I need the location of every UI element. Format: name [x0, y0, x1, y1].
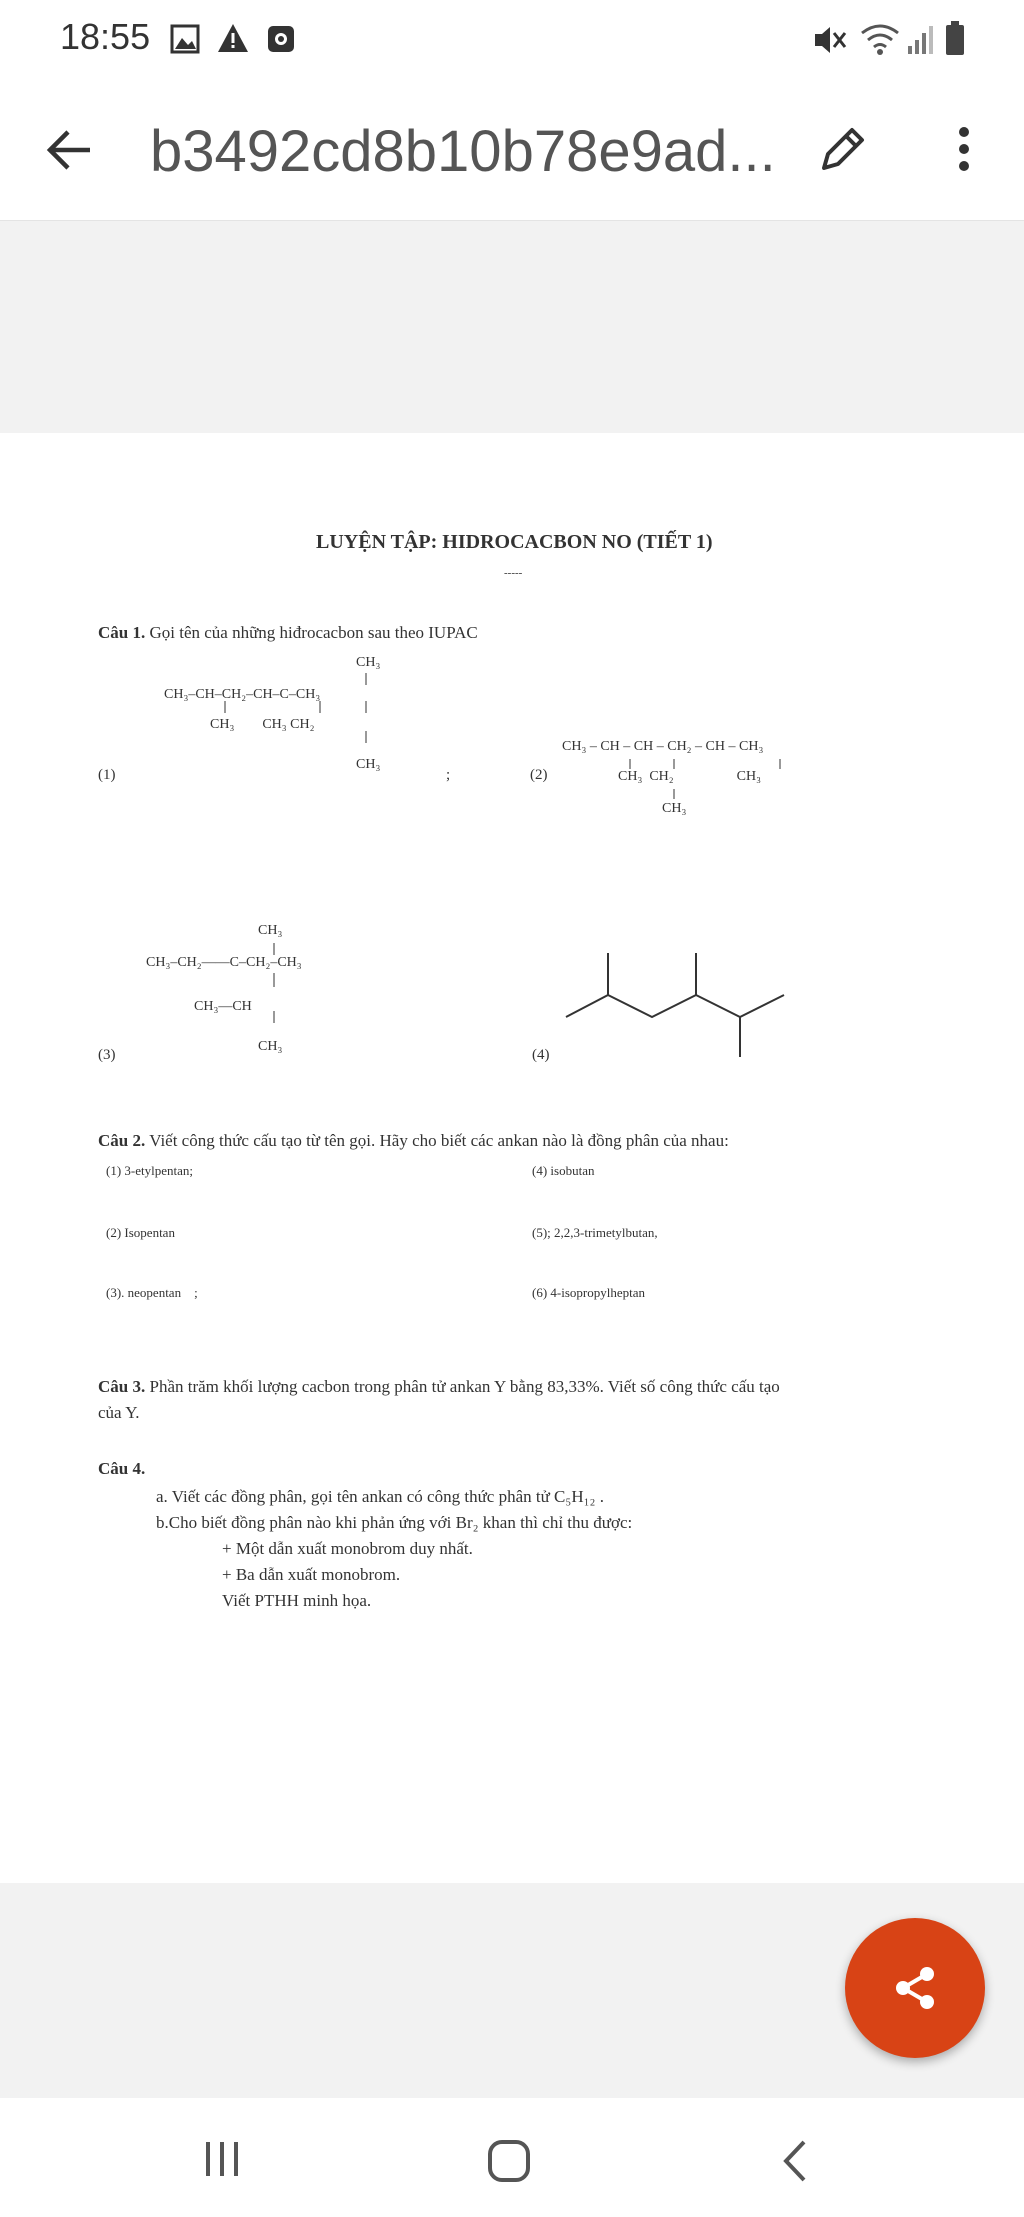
question-3-label: Câu 3.	[98, 1377, 146, 1396]
edit-pencil-icon[interactable]	[814, 122, 870, 178]
status-bar	[0, 0, 1024, 80]
structure-1-top: CH₃	[356, 655, 381, 670]
q2-item-5: (5); 2,2,3-trimetylbutan,	[532, 1225, 658, 1240]
q2-item-1: (1) 3-etylpentan;	[106, 1163, 193, 1178]
back-nav-icon[interactable]	[780, 2138, 810, 2184]
structure-1-bonds	[120, 671, 440, 761]
structure-4-number: (4)	[532, 1047, 550, 1063]
q2-item-2: (2) Isopentan	[106, 1225, 175, 1240]
battery-icon	[944, 20, 966, 56]
structure-3-main-chain: CH₃–CH₂——C–CH₂–CH₃	[146, 955, 302, 970]
structure-3-branch: CH₃—CH	[194, 999, 252, 1014]
question-1-label: Câu 1.	[98, 623, 146, 642]
question-3	[98, 1377, 780, 1397]
question-4-part-a: a. Viết các đồng phân, gọi tên ankan có công thức phân tử C₅H₁₂ .	[156, 1487, 604, 1506]
wifi-icon	[860, 22, 900, 56]
warning-notification-icon	[216, 22, 250, 54]
structure-2-substituents: CH₃ CH₂ CH₃	[618, 769, 761, 784]
question-4-part-b3: Viết PTHH minh họa.	[222, 1591, 372, 1610]
question-4-part-b1: + Một dẫn xuất monobrom duy nhất.	[222, 1539, 473, 1558]
navigation-bar	[0, 2098, 1024, 2217]
structure-2-bonds	[600, 757, 800, 817]
structure-1-bottom: CH₃	[356, 757, 381, 772]
app-bar	[0, 80, 1024, 221]
structure-4-skeletal-formula	[556, 931, 796, 1061]
question-3-line-2: của Y.	[98, 1403, 140, 1422]
question-2-label: Câu 2.	[98, 1131, 146, 1150]
structure-2-bottom: CH₃	[662, 801, 687, 816]
recent-apps-icon[interactable]	[200, 2140, 244, 2180]
more-options-icon[interactable]	[950, 122, 978, 178]
q2-item-6: (6) 4-isopropylheptan	[532, 1285, 646, 1300]
question-4-label: Câu 4.	[98, 1459, 146, 1478]
question-2	[98, 1131, 729, 1151]
file-title: b3492cd8b10b78e9ad...	[150, 119, 776, 184]
structure-1-number: (1)	[98, 767, 116, 783]
title-divider: -----	[504, 567, 523, 579]
structure-2-main-chain: CH₃ – CH – CH – CH₂ – CH – CH₃	[562, 739, 764, 754]
question-4-part-b2: + Ba dẫn xuất monobrom.	[222, 1565, 401, 1584]
home-icon[interactable]	[486, 2138, 532, 2184]
app-notification-icon	[266, 24, 296, 54]
structure-1-main-chain: CH₃–CH–CH₂–CH–C–CH₃	[164, 687, 321, 702]
document-title: LUYỆN TẬP: HIDROCACBON NO (TIẾT 1)	[316, 531, 713, 553]
structure-1-substituents: CH₃ CH₃ CH₂	[210, 717, 315, 732]
structure-1-semicolon: ;	[446, 767, 451, 783]
q2-item-4: (4) isobutan	[532, 1163, 595, 1178]
question-2-text: Viết công thức cấu tạo từ tên gọi. Hãy cho biết các ankan nào là đồng phân của nhau:	[149, 1131, 729, 1150]
status-time: 18:55	[60, 16, 151, 57]
structure-3-bottom: CH₃	[258, 1039, 283, 1054]
mute-icon	[812, 24, 848, 56]
gallery-notification-icon	[170, 24, 200, 54]
share-icon	[889, 1962, 941, 2014]
q2-item-3: (3). neopentan ;	[106, 1285, 198, 1300]
structure-3-top: CH₃	[258, 923, 283, 938]
document-page	[0, 433, 1024, 1883]
question-3-line-1: Phần trăm khối lượng cacbon trong phân tử ankan Y bằng 83,33%. Viết số công thức cấu tạo	[149, 1377, 780, 1396]
structure-3-number: (3)	[98, 1047, 116, 1063]
signal-icon	[906, 22, 936, 56]
back-arrow-icon[interactable]	[44, 124, 96, 176]
question-1-text: Gọi tên của những hiđrocacbon sau theo IUPAC	[149, 623, 478, 642]
structure-2-number: (2)	[530, 767, 548, 783]
question-1	[98, 623, 478, 643]
question-4-part-b: b.Cho biết đồng phân nào khi phản ứng với Br₂ khan thì chỉ thu được:	[156, 1513, 633, 1532]
share-button[interactable]	[845, 1918, 985, 2058]
